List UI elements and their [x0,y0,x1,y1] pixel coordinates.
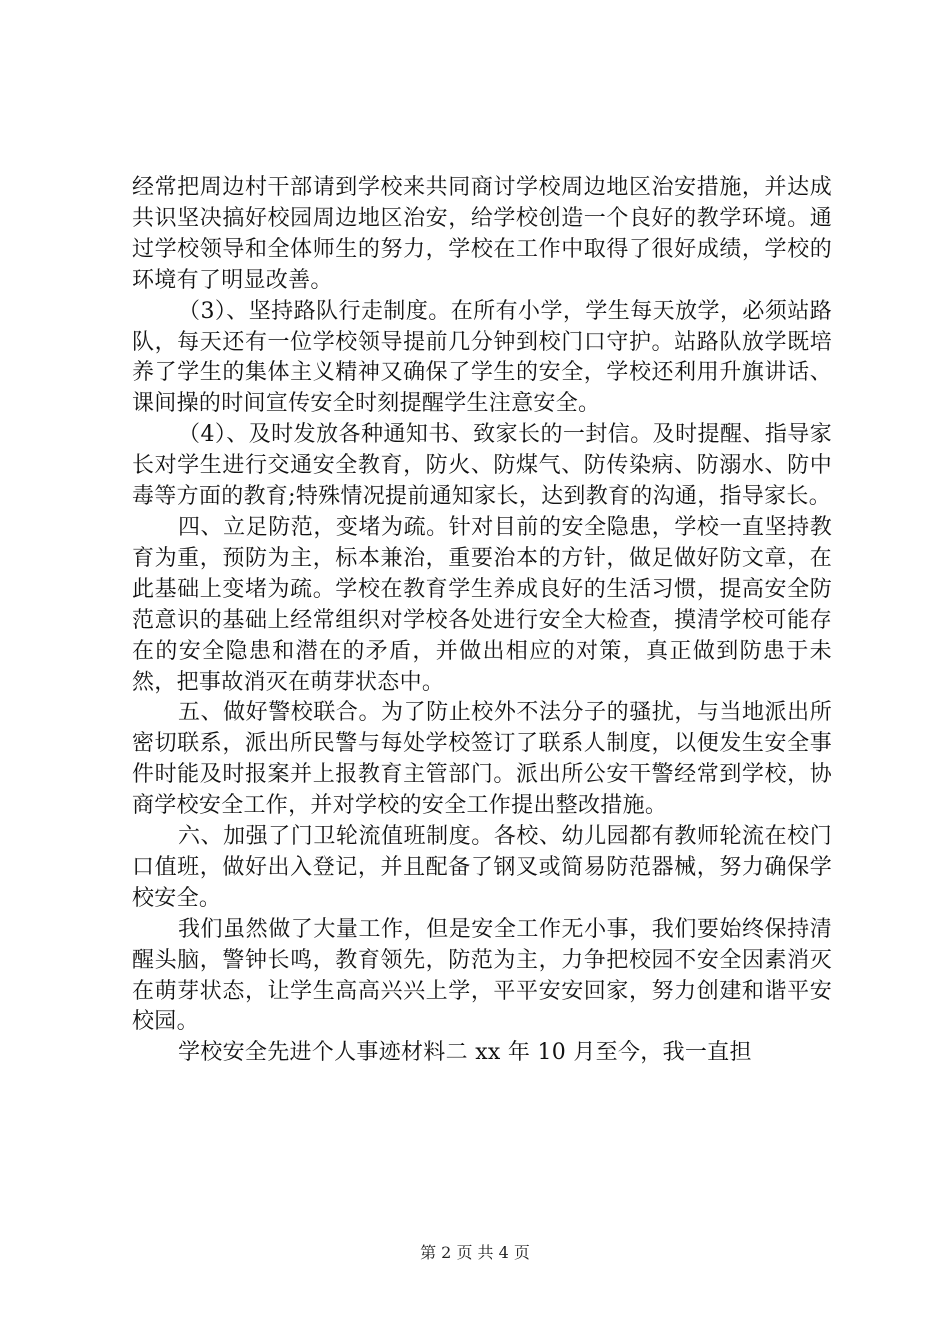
paragraph: 六、加强了门卫轮流值班制度。各校、幼儿园都有教师轮流在校门口值班，做好出入登记，并且配备了钢叉或简易防范器械，努力确保学校安全。 [132,824,832,911]
paragraph: 学校安全先进个人事迹材料二 xx 年 10 月至今，我一直担 [178,1040,752,1066]
document-body [132,173,832,1069]
paragraph: （3）、坚持路队行走制度。在所有小学，学生每天放学，必须站路队，每天还有一位学校领导提前几分钟到校门口守护。站路队放学既培养了学生的集体主义精神又确保了学生的安全，学校还利用升旗讲话、课间操的时间宣传安全时刻提醒学生注意安全。 [132,298,832,417]
paragraph: 经常把周边村干部请到学校来共同商讨学校周边地区治安措施，并达成共识坚决搞好校园周边地区治安，给学校创造一个良好的教学环境。通过学校领导和全体师生的努力，学校在工作中取得了很好成绩，学校的环境有了明显改善。 [132,175,832,293]
paragraph: （4）、及时发放各种通知书、致家长的一封信。及时提醒、指导家长对学生进行交通安全教育，防火、防煤气、防传染病、防溺水、防中毒等方面的教育;特殊情况提前通知家长，达到教育的沟通，指导家长。 [132,422,832,510]
paragraph: 我们虽然做了大量工作，但是安全工作无小事，我们要始终保持清醒头脑，警钟长鸣，教育领先，防范为主，力争把校园不安全因素消灭在萌芽状态，让学生高高兴兴上学，平平安安回家，努力创建和谐平安校园。 [132,916,832,1035]
page-number-footer: 第 2 页 共 4 页 [420,1243,530,1262]
paragraph: 五、做好警校联合。为了防止校外不法分子的骚扰，与当地派出所密切联系，派出所民警与每处学校签订了联系人制度，以便发生安全事件时能及时报案并上报教育主管部门。派出所公安干警经常到学校，协商学校安全工作，并对学校的安全工作提出整改措施。 [132,700,832,819]
paragraph: 四、立足防范，变堵为疏。针对目前的安全隐患，学校一直坚持教育为重，预防为主，标本兼治，重要治本的方针，做足做好防文章，在此基础上变堵为疏。学校在教育学生养成良好的生活习惯，提高安全防范意识的基础上经常组织对学校各处进行安全大检查，摸清学校可能存在的安全隐患和潜在的矛盾，并做出相应的对策，真正做到防患于未然，把事故消灭在萌芽状态中。 [132,514,832,695]
